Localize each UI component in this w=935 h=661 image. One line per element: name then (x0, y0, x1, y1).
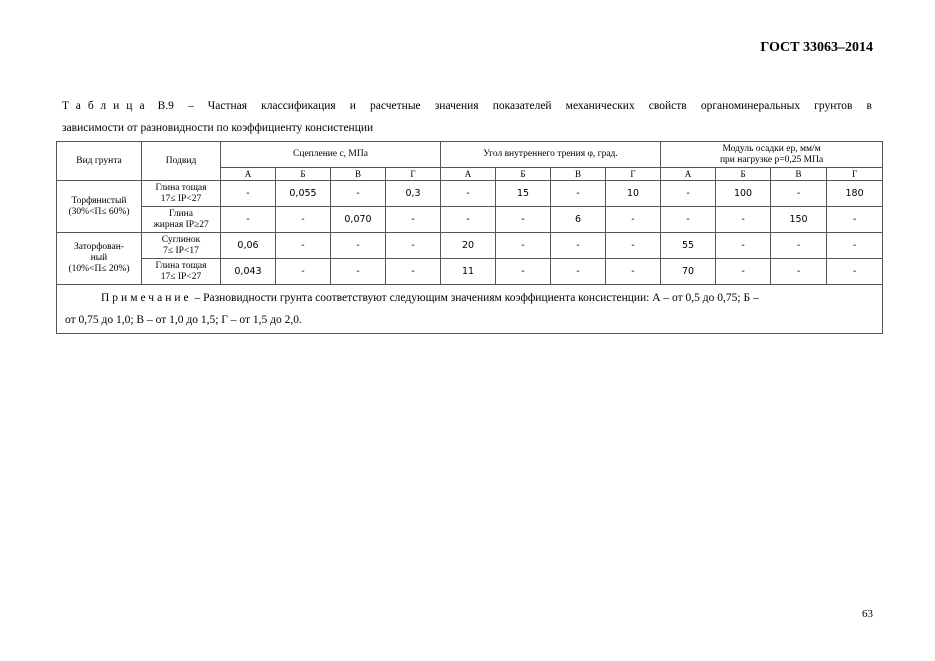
header-row (57, 142, 883, 168)
header-modulus-line1: Модуль осадки eр, мм/м (722, 143, 821, 154)
table-caption (62, 95, 872, 139)
note-text-2: от 0,75 до 1,0; В – от 1,0 до 1,5; Г – от 1,5 до 2,0. (65, 314, 302, 326)
value-cell: - (716, 233, 771, 259)
value-cell: - (661, 207, 716, 233)
value-cell: - (221, 207, 276, 233)
subheader-cell: Б (716, 168, 771, 181)
soil-type-name-cont: ный (90, 253, 108, 263)
value-cell: 10 (606, 181, 661, 207)
soil-type-cell (57, 181, 142, 233)
subtype-name: Глина тощая (155, 260, 207, 271)
value-cell: - (551, 259, 606, 285)
value-cell: - (771, 233, 827, 259)
value-cell: - (276, 233, 331, 259)
subheader-cell: В (551, 168, 606, 181)
value-cell: 0,070 (331, 207, 386, 233)
subheader-cell: Г (386, 168, 441, 181)
soil-type-name: Заторфован- (74, 242, 124, 252)
header-modulus-line2: при нагрузке р=0,25 МПа (719, 154, 824, 165)
document-code: ГОСТ 33063–2014 (760, 40, 873, 55)
soil-type-range: (30%<П≤ 60%) (68, 206, 130, 217)
header-friction: Угол внутреннего трения φ, град. (441, 142, 661, 168)
header-modulus (661, 142, 883, 168)
subtype-name: Суглинок (161, 234, 201, 245)
value-cell: - (386, 207, 441, 233)
subheader-cell: А (441, 168, 496, 181)
subheader-cell: Б (276, 168, 331, 181)
value-cell: - (331, 233, 386, 259)
subtype-name: Глина тощая (155, 182, 207, 193)
value-cell: 0,3 (386, 181, 441, 207)
value-cell: 15 (496, 181, 551, 207)
table-row (57, 181, 883, 207)
table-row (57, 207, 883, 233)
value-cell: 20 (441, 233, 496, 259)
subheader-cell: Г (606, 168, 661, 181)
subheader-cell: А (221, 168, 276, 181)
subtype-range: жирная IP≥27 (153, 219, 209, 230)
subheader-cell: В (331, 168, 386, 181)
subtype-cell (142, 233, 221, 259)
value-cell: - (827, 207, 883, 233)
table-row (57, 259, 883, 285)
table-note (57, 285, 883, 334)
caption-label: Таблица (62, 100, 152, 112)
subtype-cell (142, 207, 221, 233)
value-cell: - (551, 181, 606, 207)
value-cell: - (221, 181, 276, 207)
subtype-cell (142, 181, 221, 207)
soil-type-cell (57, 233, 142, 285)
value-cell: 0,055 (276, 181, 331, 207)
value-cell: - (661, 181, 716, 207)
value-cell: 6 (551, 207, 606, 233)
value-cell: 180 (827, 181, 883, 207)
value-cell: - (441, 181, 496, 207)
value-cell: - (716, 207, 771, 233)
table-row (57, 233, 883, 259)
value-cell: - (827, 233, 883, 259)
value-cell: - (386, 233, 441, 259)
value-cell: - (606, 207, 661, 233)
subtype-range: 17≤ IP<27 (160, 271, 202, 282)
value-cell: - (331, 259, 386, 285)
soil-type-range: (10%<П≤ 20%) (68, 264, 130, 274)
note-label: Примечание (101, 292, 192, 304)
subtype-range: 17≤ IP<27 (160, 193, 202, 204)
value-cell: - (386, 259, 441, 285)
page-number: 63 (862, 608, 873, 620)
soil-type-name: Торфянистый (71, 195, 127, 206)
value-cell: 150 (771, 207, 827, 233)
classification-table (56, 141, 883, 334)
header-cohesion: Сцепление c, МПа (221, 142, 441, 168)
value-cell: 55 (661, 233, 716, 259)
subheader-cell: Г (827, 168, 883, 181)
value-cell: - (606, 233, 661, 259)
header-soil-type: Вид грунта (57, 142, 142, 181)
value-cell: - (276, 207, 331, 233)
subtype-range: 7≤ IP<17 (163, 245, 199, 256)
subtype-cell (142, 259, 221, 285)
subheader-cell: В (771, 168, 827, 181)
value-cell: - (771, 259, 827, 285)
value-cell: - (441, 207, 496, 233)
value-cell: 0,06 (221, 233, 276, 259)
value-cell: - (496, 233, 551, 259)
subtype-name: Глина (169, 208, 193, 219)
value-cell: 70 (661, 259, 716, 285)
value-cell: - (551, 233, 606, 259)
subheader-cell: Б (496, 168, 551, 181)
caption-line-1: В.9 – Частная классификация и расчетные значения показателей механических свойств органоминеральных грунтов в (157, 100, 872, 112)
value-cell: - (771, 181, 827, 207)
note-row (57, 285, 883, 334)
value-cell: - (496, 259, 551, 285)
note-line-1 (65, 287, 874, 309)
value-cell: - (606, 259, 661, 285)
caption-line-2: зависимости от разновидности по коэффициенту консистенции (62, 122, 374, 134)
subheader-cell: А (661, 168, 716, 181)
value-cell: - (331, 181, 386, 207)
header-subtype: Подвид (142, 142, 221, 181)
value-cell: 0,043 (221, 259, 276, 285)
value-cell: 100 (716, 181, 771, 207)
value-cell: 11 (441, 259, 496, 285)
value-cell: - (716, 259, 771, 285)
value-cell: - (496, 207, 551, 233)
value-cell: - (827, 259, 883, 285)
value-cell: - (276, 259, 331, 285)
note-text-1: – Разновидности грунта соответствуют следующим значениям коэффициента консистенции: А – от 0,5 до 0,75; Б – (191, 292, 759, 304)
